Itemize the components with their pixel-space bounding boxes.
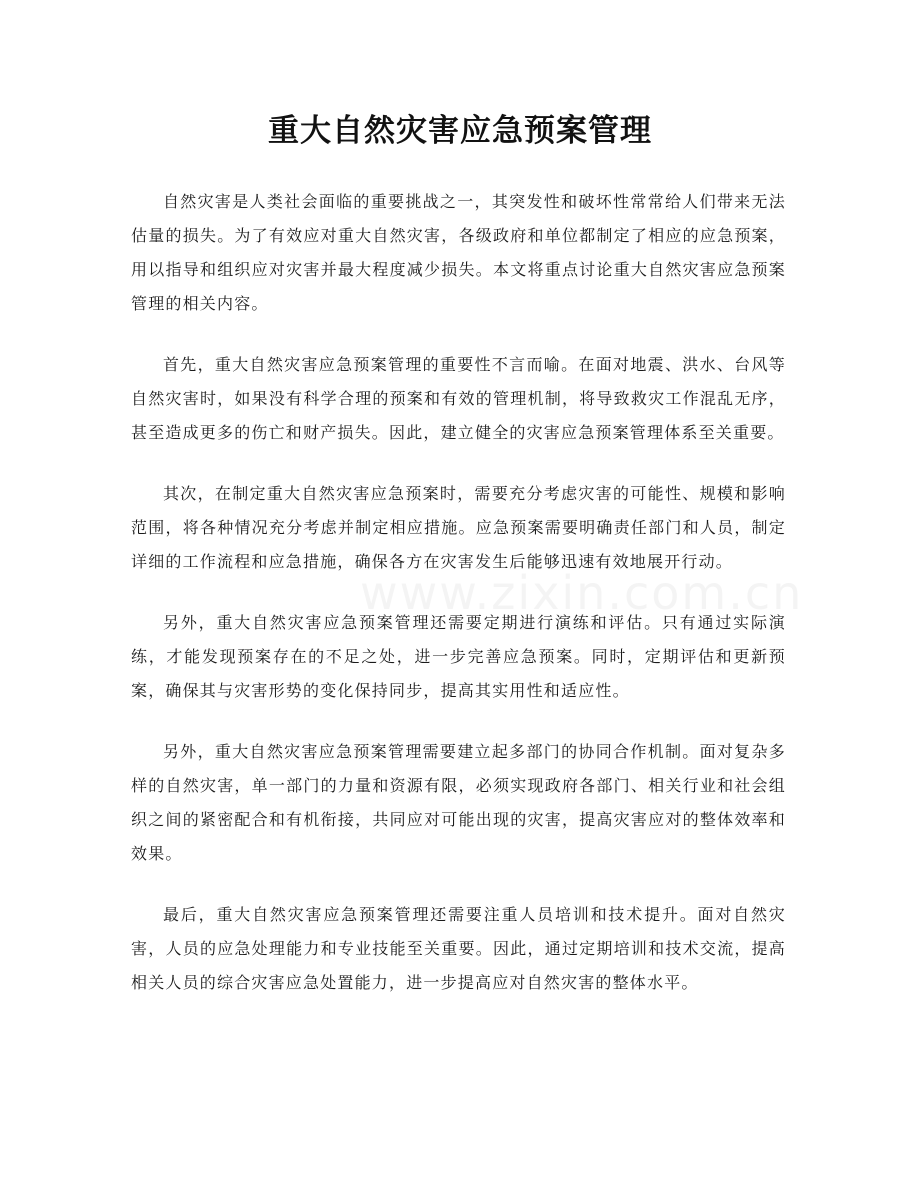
paragraph-training: 最后，重大自然灾害应急预案管理还需要注重人员培训和技术提升。面对自然灾害，人员的应急处理能力和专业技能至关重要。因此，通过定期培训和技术交流，提高相关人员的综合灾害应急处置能力，进一步提高应对自然灾害的整体水平。 [131,905,786,992]
document-body [131,185,786,1027]
paragraph-formulation: 其次，在制定重大自然灾害应急预案时，需要充分考虑灾害的可能性、规模和影响范围，将各种情况充分考虑并制定相应措施。应急预案需要明确责任部门和人员，制定详细的工作流程和应急措施，确保各方在灾害发生后能够迅速有效地展开行动。 [131,484,786,571]
paragraph-coordination: 另外，重大自然灾害应急预案管理需要建立起多部门的协同合作机制。面对复杂多样的自然灾害，单一部门的力量和资源有限，必须实现政府各部门、相关行业和社会组织之间的紧密配合和有机衔接，共同应对可能出现的灾害，提高灾害应对的整体效率和效果。 [131,742,786,863]
document-title: 重大自然灾害应急预案管理 [268,113,652,149]
paragraph-drills: 另外，重大自然灾害应急预案管理还需要定期进行演练和评估。只有通过实际演练，才能发现预案存在的不足之处，进一步完善应急预案。同时，定期评估和更新预案，确保其与灾害形势的变化保持同步，提高其实用性和适应性。 [131,613,786,700]
paragraph-importance: 首先，重大自然灾害应急预案管理的重要性不言而喻。在面对地震、洪水、台风等自然灾害时，如果没有科学合理的预案和有效的管理机制，将导致救灾工作混乱无序，甚至造成更多的伤亡和财产损失。因此，建立健全的灾害应急预案管理体系至关重要。 [131,355,786,442]
paragraph-intro: 自然灾害是人类社会面临的重要挑战之一，其突发性和破坏性常常给人们带来无法估量的损失。为了有效应对重大自然灾害，各级政府和单位都制定了相应的应急预案，用以指导和组织应对灾害并最大程度减少损失。本文将重点讨论重大自然灾害应急预案管理的相关内容。 [131,192,786,313]
watermark: www.zixin.com.cn [360,566,804,620]
